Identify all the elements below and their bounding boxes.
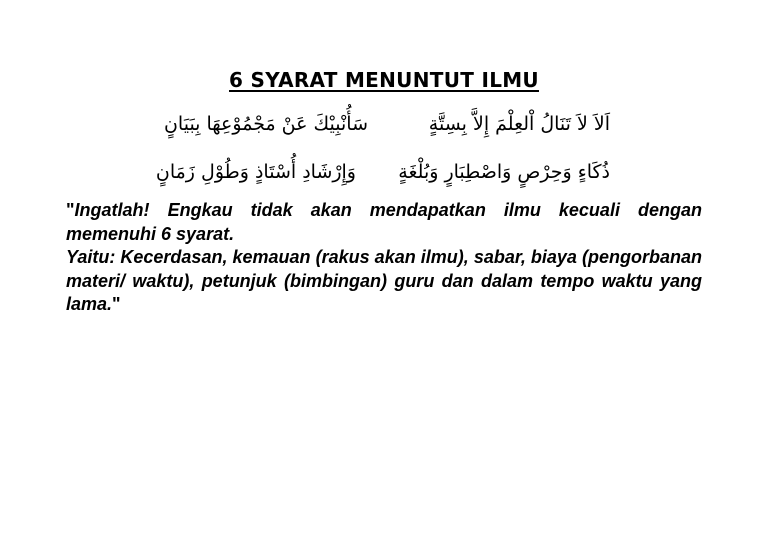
arabic-verse-line1-second-half: سَأُنْبِيْكَ عَنْ مَجْمُوْعِهَا بِبَيَانٍ	[163, 113, 368, 135]
translation-paragraph-2-text: Yaitu: Kecerdasan, kemauan (rakus akan ilmu), sabar, biaya (pengorbanan materi/ waktu), petunjuk (bimbingan) guru dan dalam tempo waktu yang lama.	[66, 247, 702, 314]
arabic-verse-line2-second-half: وَإِرْشَادِ أُسْتَاذٍ وَطُوْلِ زَمَانٍ	[155, 161, 356, 183]
translation-paragraph-2	[66, 246, 702, 317]
arabic-verse-line2-first-half: ذُكَاءٍ وَحِرْصٍ وَاصْطِبَارٍ وَبُلْغَةٍ	[398, 161, 610, 183]
open-quote: "	[66, 200, 75, 220]
translation-text	[66, 199, 702, 317]
close-quote: "	[112, 294, 121, 314]
arabic-verse-line1-first-half: اَلاَ لاَ تَنَالُ اْلعِلْمَ إِلاَّ بِسِتَّةٍ	[428, 113, 610, 135]
translation-paragraph-1-text: Ingatlah! Engkau tidak akan mendapatkan ilmu kecuali dengan memenuhi 6 syarat.	[66, 200, 702, 244]
page-title: 6 SYARAT MENUNTUT ILMU	[229, 68, 539, 92]
translation-paragraph-1	[66, 199, 702, 246]
